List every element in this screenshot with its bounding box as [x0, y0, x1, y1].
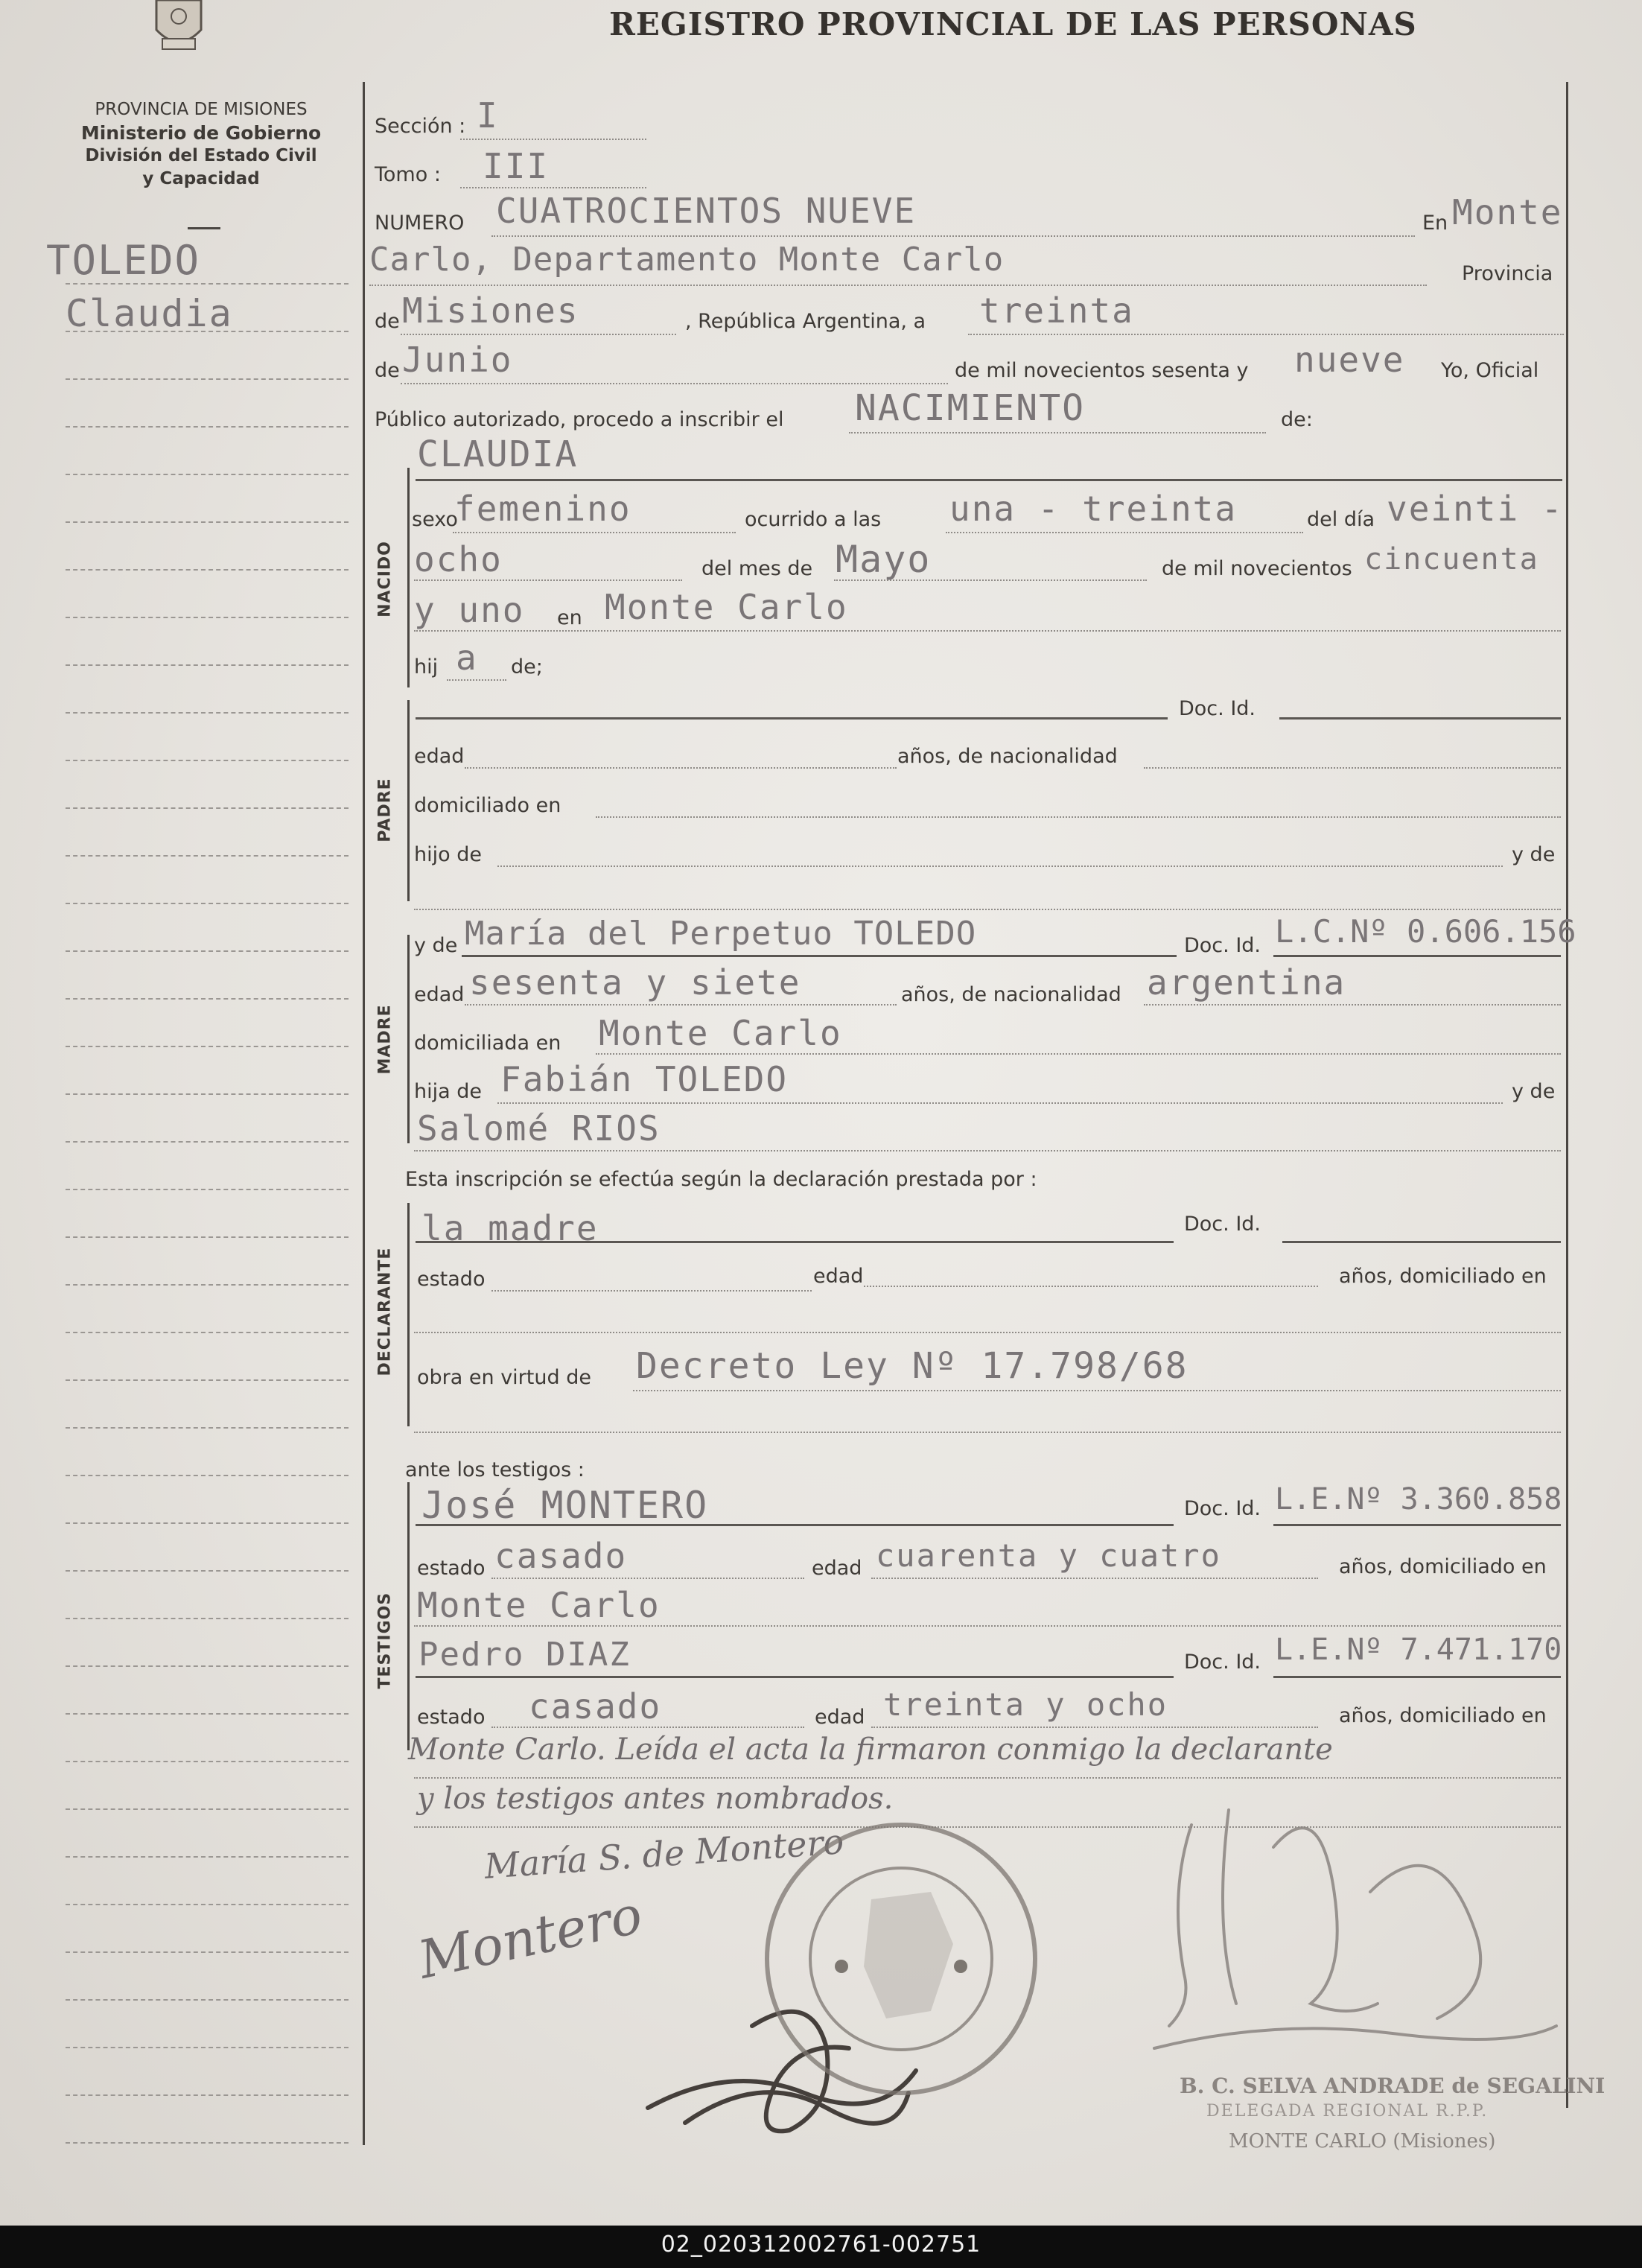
madre-hijade-label: hija de [414, 1080, 482, 1103]
declarante-docid-line [1282, 1241, 1561, 1243]
day-value: treinta [979, 290, 1134, 331]
madre-padre-line [497, 1102, 1503, 1104]
ministry-capacity: y Capacidad [142, 169, 260, 188]
place-value-2: Carlo, Departamento Monte Carlo [369, 241, 1005, 279]
provincia-label: Provincia [1462, 262, 1553, 285]
en-label: En [1422, 212, 1448, 235]
madre-nombre-line [462, 955, 1177, 957]
margin-rule [66, 521, 349, 523]
margin-rule [66, 1808, 349, 1810]
section-label-padre: PADRE [375, 778, 395, 842]
testigo2-nombre-line [416, 1676, 1174, 1678]
madre-nombre: María del Perpetuo TOLEDO [465, 915, 977, 953]
dia-value-2: ocho [414, 539, 503, 579]
provincia-line [401, 334, 676, 335]
madre-yde-label: y de [414, 934, 458, 957]
publico-text: Público autorizado, procedo a inscribir el [375, 408, 784, 431]
acto-de-colon: de: [1281, 408, 1313, 431]
testigo2-docid-line [1273, 1676, 1561, 1678]
margin-rule [66, 1284, 349, 1286]
month-de-label: de [375, 359, 400, 382]
margin-rule [66, 1236, 349, 1238]
hij-de-label: de; [511, 655, 543, 679]
testigo2-estado-value: casado [529, 1686, 662, 1727]
official-signature-icon [1124, 1780, 1564, 2093]
margin-rule [66, 1951, 349, 1953]
hij-label: hij [414, 655, 439, 679]
padre-docid-line [1279, 717, 1561, 720]
padre-nacionalidad-line [1144, 767, 1561, 769]
declarante-signature: María S. de Montero [483, 1821, 845, 1887]
declarante-domiciliado-label: años, domiciliado en [1339, 1265, 1547, 1288]
margin-rule [66, 950, 349, 952]
testigo1-nombre-line [416, 1524, 1174, 1526]
padre-nombre-line [416, 717, 1168, 720]
closing-line-1: Monte Carlo. Leída el acta la firmaron conmigo la declarante [408, 1732, 1333, 1767]
official-title: DELEGADA REGIONAL R.P.P. [1206, 2102, 1489, 2121]
madre-edad-value: sesenta y siete [469, 962, 801, 1003]
padre-hijode-line [497, 865, 1503, 867]
testigo1-domicilio-line [414, 1625, 1561, 1627]
lugar-line [414, 630, 1561, 632]
form-frame-left [363, 82, 365, 2145]
margin-rule [66, 807, 349, 809]
margin-rule [66, 712, 349, 714]
section-label-testigos: TESTIGOS [375, 1592, 395, 1689]
testigos-bracket [407, 1482, 410, 1750]
ocurrido-label: ocurrido a las [745, 508, 882, 531]
testigo2-estado-line [491, 1727, 804, 1728]
hij-line [447, 679, 506, 681]
padre-nacionalidad-label: años, de nacionalidad [897, 745, 1118, 768]
padre-edad-label: edad [414, 745, 465, 768]
testigo2-domic-label: años, domiciliado en [1339, 1704, 1547, 1727]
padre-edad-line [465, 767, 897, 769]
margin-rule [66, 617, 349, 618]
madre-edad-line [465, 1004, 897, 1006]
margin-rule [66, 1904, 349, 1905]
delmes-label: del mes de [701, 557, 813, 580]
closing-line-1-rule [414, 1777, 1561, 1779]
ministry-division: División del Estado Civil [85, 146, 317, 165]
margin-rule [66, 378, 349, 380]
margin-rule [66, 1475, 349, 1476]
tomo-value: III [483, 146, 550, 186]
margin-rule [66, 664, 349, 666]
file-id: 02_020312002761-002751 [661, 2232, 981, 2258]
hora-value: una - treinta [949, 489, 1238, 529]
ministry-divider [188, 227, 220, 229]
margin-rule [66, 760, 349, 761]
hij-value: a [456, 638, 478, 678]
madre-edad-label: edad [414, 983, 465, 1006]
margin-rule [66, 855, 349, 857]
numero-line [491, 235, 1415, 237]
official-name: B. C. SELVA ANDRADE de SEGALINI [1180, 2074, 1606, 2098]
margin-rule [66, 998, 349, 1000]
lugar-value: Monte Carlo [605, 587, 848, 627]
deldia-label: del día [1307, 508, 1375, 531]
testigo1-docid-line [1273, 1524, 1561, 1526]
section-label-nacido: NACIDO [375, 541, 395, 617]
margin-rule [66, 1379, 349, 1381]
official-place: MONTE CARLO (Misiones) [1229, 2130, 1496, 2153]
margin-rule [66, 1618, 349, 1619]
margin-rule [66, 1999, 349, 2001]
padre-docid-label: Doc. Id. [1179, 697, 1256, 720]
nacido-bracket [407, 468, 410, 687]
year-text: de mil novecientos sesenta y [955, 359, 1249, 382]
madre-domicilio-value: Monte Carlo [599, 1013, 842, 1053]
month-line [401, 383, 948, 384]
nacido-nombre: CLAUDIA [417, 433, 579, 475]
form-frame-right [1566, 82, 1568, 2108]
ministry-province: PROVINCIA DE MISIONES [95, 100, 308, 119]
section-label-declarante: DECLARANTE [375, 1247, 395, 1376]
acto-line [849, 432, 1266, 433]
margin-rule [66, 1189, 349, 1190]
padre-hijode-label: hijo de [414, 843, 482, 866]
testigo1-edad-label: edad [812, 1557, 862, 1580]
numero-label: NUMERO [375, 212, 465, 235]
madre-nacionalidad-value: argentina [1147, 962, 1346, 1003]
margin-rule [66, 1332, 349, 1333]
madre-nacionalidad-line [1144, 1004, 1561, 1006]
padre-bracket [407, 700, 410, 901]
tomo-label: Tomo : [375, 163, 441, 186]
numero-value: CUATROCIENTOS NUEVE [496, 191, 917, 231]
margin-rule [66, 903, 349, 904]
testigo1-estado-value: casado [494, 1536, 628, 1576]
coat-of-arms-icon [149, 0, 209, 54]
month-value: Junio [402, 340, 513, 380]
mes-value: Mayo [836, 538, 932, 581]
margin-rule [66, 1522, 349, 1524]
testigo1-estado-label: estado [417, 1557, 486, 1580]
section-label-madre: MADRE [375, 1004, 395, 1075]
margin-rule [66, 2047, 349, 2048]
acto-value: NACIMIENTO [855, 387, 1085, 429]
lugar-en-label: en [557, 606, 582, 629]
mes-line [834, 579, 1147, 581]
nacido-nombre-line [416, 479, 1562, 481]
obra-label: obra en virtud de [417, 1366, 591, 1389]
year-value: nueve [1294, 340, 1405, 380]
margin-rule [66, 1761, 349, 1762]
madre-bracket [407, 935, 410, 1143]
margin-rule [66, 1427, 349, 1429]
margin-rule [66, 283, 349, 285]
testigo1-edad-line [871, 1578, 1318, 1579]
margin-rule [66, 1093, 349, 1095]
testigo1-domic-label: años, domiciliado en [1339, 1555, 1547, 1578]
declarante-nombre: la madre [421, 1208, 599, 1248]
dia-line [414, 579, 682, 581]
dia-value-1: veinti - [1387, 489, 1564, 529]
ministry-name: Ministerio de Gobierno [80, 122, 322, 144]
padre-abuela-line [414, 909, 1561, 910]
madre-madre-line [414, 1150, 1561, 1152]
madre-domicilio-line [596, 1053, 1561, 1055]
testigo2-edad-line [871, 1727, 1318, 1728]
margin-rule [66, 569, 349, 571]
testigo1-nombre: José MONTERO [421, 1484, 709, 1527]
tomo-line [460, 187, 646, 188]
milnov-label: de mil novecientos [1162, 557, 1352, 580]
page-title: REGISTRO PROVINCIAL DE LAS PERSONAS [609, 6, 1417, 42]
testigo2-nombre: Pedro DIAZ [419, 1636, 631, 1674]
declarante-edad-line [864, 1286, 1318, 1287]
seccion-label: Sección : [375, 115, 466, 138]
margin-rule [66, 2094, 349, 2096]
day-line [968, 334, 1564, 335]
testigo2-edad-label: edad [815, 1706, 865, 1729]
madre-docid-line [1273, 955, 1561, 957]
oficial-text: Yo, Oficial [1441, 359, 1539, 382]
testigo2-edad-value: treinta y ocho [883, 1686, 1168, 1723]
declarante-docid-label: Doc. Id. [1184, 1213, 1261, 1236]
testigo1-domicilio-value: Monte Carlo [417, 1585, 661, 1625]
padre-domicilio-line [596, 816, 1561, 818]
sexo-value: femenino [454, 489, 631, 529]
margin-surname: TOLEDO [46, 237, 201, 284]
padre-domiciliado-label: domiciliado en [414, 794, 561, 817]
provincia-value: Misiones [402, 290, 579, 331]
margin-given-name: Claudia [66, 292, 233, 335]
obra-line-2 [414, 1432, 1561, 1433]
margin-rule [66, 1665, 349, 1667]
sexo-label: sexo [412, 508, 458, 531]
madre-docid-label: Doc. Id. [1184, 934, 1261, 957]
witness-signature: Montero [413, 1884, 648, 1991]
closing-line-2: y los testigos antes nombrados. [417, 1782, 894, 1816]
madre-docid-value: L.C.Nº 0.606.156 [1275, 913, 1576, 950]
obra-line [633, 1390, 1561, 1391]
madre-domiciliada-label: domiciliada en [414, 1032, 561, 1055]
declarante-estado-label: estado [417, 1268, 486, 1291]
place-line [369, 285, 1427, 286]
testigo1-docid-value: L.E.Nº 3.360.858 [1275, 1482, 1562, 1516]
testigo1-estado-line [491, 1578, 804, 1579]
place-value-1: Monte [1452, 192, 1563, 232]
testigos-intro: ante los testigos : [405, 1458, 585, 1481]
obra-value: Decreto Ley Nº 17.798/68 [636, 1345, 1188, 1387]
margin-rule [66, 1046, 349, 1047]
madre-nacionalidad-label: años, de nacionalidad [901, 983, 1121, 1006]
declarante-bracket [407, 1203, 410, 1426]
margin-rule [66, 1856, 349, 1858]
declarante-nombre-line [416, 1241, 1174, 1243]
testigo1-docid-label: Doc. Id. [1184, 1497, 1261, 1520]
margin-rule [66, 474, 349, 475]
madre-padre-value: Fabián TOLEDO [500, 1059, 789, 1099]
sexo-line [453, 532, 736, 533]
de-label: de [375, 310, 400, 333]
declarante-estado-line [491, 1290, 812, 1292]
anio-value-1: cincuenta [1364, 542, 1539, 576]
margin-rule [66, 2142, 349, 2144]
registry-stamp-icon [760, 1817, 1043, 2100]
seccion-line [460, 139, 646, 140]
seccion-value: I [477, 95, 499, 136]
declarante-edad-label: edad [813, 1265, 864, 1288]
madre-madre-value: Salomé RIOS [417, 1108, 661, 1149]
hora-line [946, 532, 1303, 533]
declarante-domicilio-line [414, 1332, 1561, 1333]
declarante-intro: Esta inscripción se efectúa según la declaración prestada por : [405, 1168, 1037, 1191]
madre-yde2-label: y de [1512, 1080, 1556, 1103]
margin-rule [66, 426, 349, 428]
padre-yde-label: y de [1512, 843, 1556, 866]
republica-label: , República Argentina, a [685, 310, 926, 333]
testigo2-estado-label: estado [417, 1706, 486, 1729]
testigo2-docid-value: L.E.Nº 7.471.170 [1275, 1633, 1562, 1667]
margin-rule [66, 331, 349, 332]
anio-value-2: y uno [414, 590, 525, 630]
margin-rule [66, 1713, 349, 1715]
ministry-block [52, 98, 350, 191]
margin-rule [66, 1570, 349, 1572]
testigo2-docid-label: Doc. Id. [1184, 1651, 1261, 1674]
margin-rule [66, 1141, 349, 1143]
testigo1-edad-value: cuarenta y cuatro [876, 1537, 1221, 1574]
